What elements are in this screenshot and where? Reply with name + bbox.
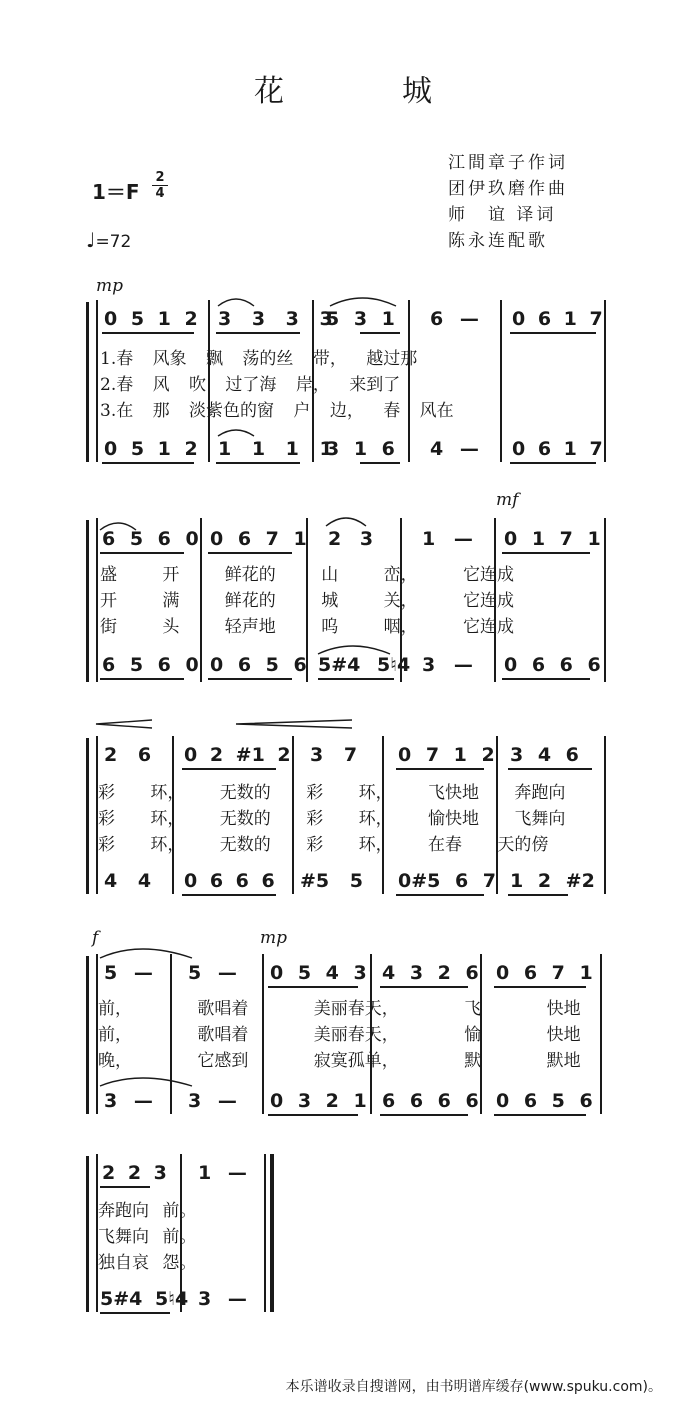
- dynamic-mark: mp: [260, 928, 288, 948]
- melody-measure: 0 6 7 1: [210, 528, 307, 550]
- lyric-verse-3: 独自哀 怨。: [98, 1253, 197, 1273]
- lyric-verse-3: 晚， 它感到 寂寞孤单， 默 默地: [98, 1051, 581, 1071]
- melody-measure: 3 3 3 3: [218, 308, 333, 330]
- melody-measure: 5 —: [188, 962, 237, 984]
- lyric-verse-1: 奔跑向 前。: [98, 1201, 197, 1221]
- harmony-measure: 1 2 #2: [510, 870, 595, 892]
- time-signature-top: 2: [155, 170, 165, 185]
- melody-measure: 2 2 3: [102, 1162, 167, 1184]
- lyric-verse-3: 彩 环， 无数的 彩 环， 在春 天的傍: [98, 835, 549, 855]
- melody-measure: 3 4 6: [510, 744, 579, 766]
- page-title: 花 城: [254, 74, 476, 109]
- lyric-verse-3: 3.在 那 淡紫色的窗 户 边， 春 风在: [100, 401, 454, 421]
- melody-measure: 0 5 4 3: [270, 962, 367, 984]
- lyric-verse-1: 彩 环， 无数的 彩 环， 飞快地 奔跑向: [98, 783, 566, 803]
- tempo-value: =72: [95, 232, 132, 252]
- harmony-measure: 0 6 5 6: [496, 1090, 593, 1112]
- harmony-measure: 1 1 1 1: [218, 438, 333, 460]
- slur: [100, 1078, 192, 1086]
- lyric-verse-2: 开 满 鲜花的 城 关， 它连成: [100, 591, 515, 611]
- lyric-verse-1: 前， 歌唱着 美丽春天， 飞 快地: [98, 999, 581, 1019]
- lyric-verse-2: 彩 环， 无数的 彩 环， 愉快地 飞舞向: [98, 809, 566, 829]
- credit-arranger: 陈永连配歌: [448, 231, 548, 251]
- melody-measure: 5 3 1: [326, 308, 395, 330]
- dynamic-mark: mp: [96, 276, 124, 296]
- lyric-verse-3: 街 头 轻声地 呜 咽， 它连成: [100, 617, 515, 637]
- dynamic-mark: f: [92, 928, 99, 948]
- harmony-measure: 0 6 6 6: [504, 654, 601, 676]
- melody-measure: 5 —: [104, 962, 153, 984]
- quarter-note-icon: ♩: [86, 228, 96, 252]
- melody-measure: 0 6 1 7: [512, 308, 603, 330]
- harmony-measure: 0 6 6 6: [184, 870, 275, 892]
- melody-measure: 6 —: [430, 308, 479, 330]
- melody-measure: 0 7 1 2: [398, 744, 495, 766]
- harmony-measure: 5#4 5♮4: [318, 654, 411, 676]
- harmony-measure: 0#5 6 7: [398, 870, 497, 892]
- harmony-measure: 0 6 5 6: [210, 654, 307, 676]
- lyric-verse-2: 前， 歌唱着 美丽春天， 愉 快地: [98, 1025, 581, 1045]
- harmony-measure: 3 1 6: [326, 438, 395, 460]
- crescendo-hairpin: [96, 720, 152, 728]
- melody-measure: 4 3 2 6: [382, 962, 479, 984]
- melody-measure: 2 6: [104, 744, 152, 766]
- harmony-measure: 4 4: [104, 870, 152, 892]
- lyric-verse-1: 盛 开 鲜花的 山 峦， 它连成: [100, 565, 515, 585]
- melody-measure: 2 3: [328, 528, 374, 550]
- harmony-measure: 3 —: [188, 1090, 237, 1112]
- harmony-measure: 4 —: [430, 438, 479, 460]
- harmony-measure: #5 5: [300, 870, 363, 892]
- slur: [326, 518, 366, 526]
- melody-measure: 6 5 6 0: [102, 528, 199, 550]
- slur: [318, 646, 390, 654]
- key-signature: 1＝F: [92, 180, 140, 204]
- time-signature-bottom: 4: [152, 185, 168, 201]
- harmony-measure: 3 —: [422, 654, 473, 676]
- melody-measure: 0 2 #1 2: [184, 744, 291, 766]
- dynamic-mark: mf: [496, 490, 519, 510]
- credit-translator: 师 谊 译词: [448, 205, 557, 225]
- slur: [100, 523, 136, 530]
- harmony-measure: 3 —: [104, 1090, 153, 1112]
- harmony-measure: 5#4 5♮4: [100, 1288, 189, 1310]
- credit-composer: 团伊玖磨作曲: [448, 179, 568, 199]
- slur: [100, 949, 192, 958]
- melody-measure: 3 7: [310, 744, 358, 766]
- melody-measure: 0 5 1 2: [104, 308, 198, 330]
- melody-measure: 1 —: [422, 528, 473, 550]
- harmony-measure: 6 6 6 6: [382, 1090, 479, 1112]
- crescendo-hairpin: [236, 720, 352, 728]
- slur: [218, 299, 254, 306]
- harmony-measure: 0 5 1 2: [104, 438, 198, 460]
- harmony-measure: 0 6 1 7: [512, 438, 603, 460]
- slur: [330, 298, 396, 306]
- lyric-verse-1: 1.春 风象 飘 荡的丝 带， 越过那: [100, 349, 418, 369]
- lyric-verse-2: 2.春 风 吹 过了海 岸， 来到了: [100, 375, 401, 395]
- harmony-measure: 3 —: [198, 1288, 247, 1310]
- slur: [218, 430, 254, 436]
- footer-source-note: 本乐谱收录自搜谱网，由书明谱库缓存(www.spuku.com)。: [285, 1379, 662, 1395]
- harmony-measure: 6 5 6 0: [102, 654, 199, 676]
- lyric-verse-2: 飞舞向 前。: [98, 1227, 197, 1247]
- melody-measure: 0 1 7 1: [504, 528, 601, 550]
- credit-lyricist: 江間章子作词: [448, 153, 568, 173]
- melody-measure: 0 6 7 1: [496, 962, 593, 984]
- melody-measure: 1 —: [198, 1162, 247, 1184]
- harmony-measure: 0 3 2 1: [270, 1090, 367, 1112]
